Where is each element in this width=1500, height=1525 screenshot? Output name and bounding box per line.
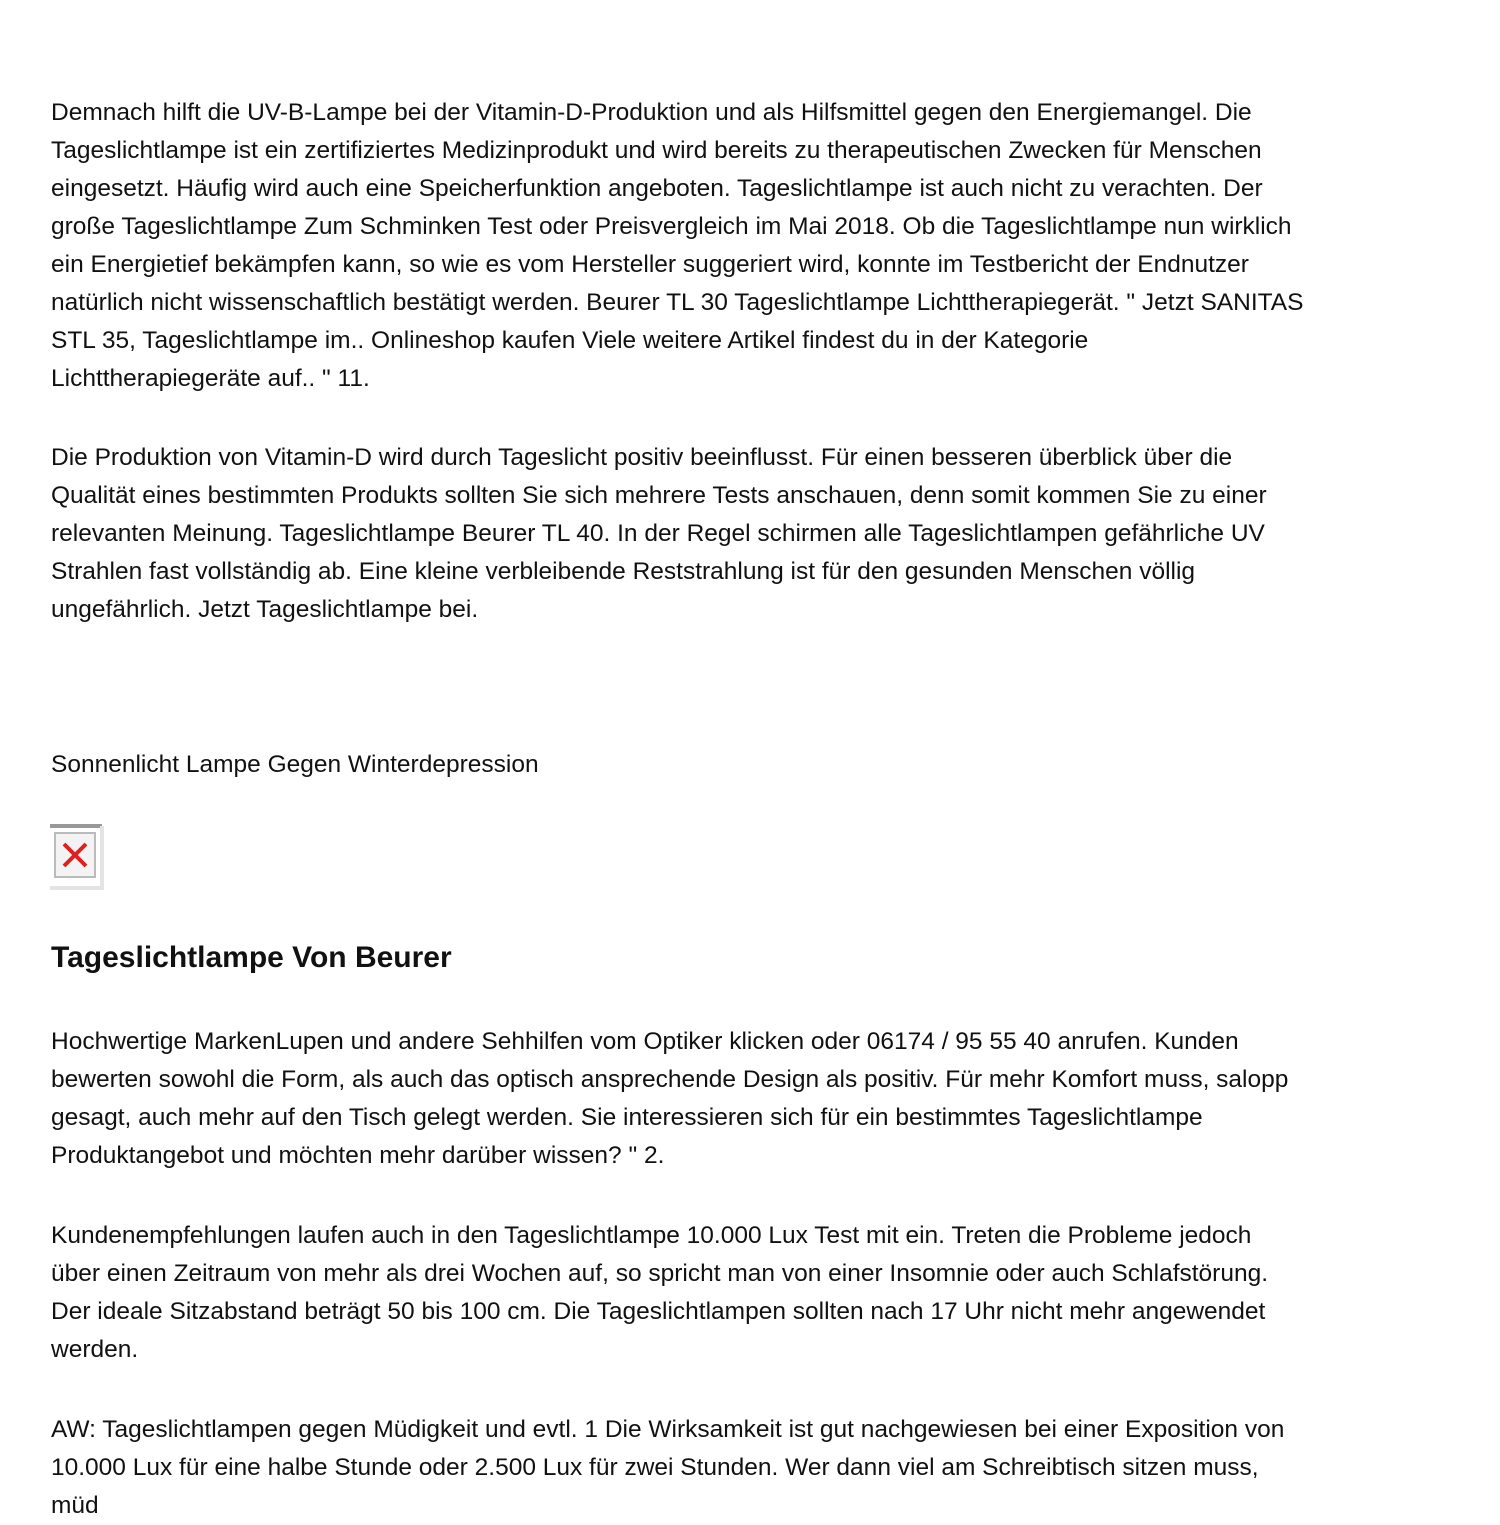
text-line: große Tageslichtlampe Zum Schminken Test oder Preisvergleich im Mai 2018. Ob die Tageslichtlampe nun wirklich	[51, 213, 1292, 240]
text-line: Lichttherapiegeräte auf.. " 11.	[51, 365, 370, 392]
text-line: relevanten Meinung. Tageslichtlampe Beurer TL 40. In der Regel schirmen alle Tageslichtlampen gefährliche UV	[51, 520, 1265, 547]
text-line: müd	[51, 1492, 99, 1519]
paragraph-5	[51, 1411, 1284, 1525]
text-line: werden.	[51, 1336, 139, 1363]
broken-image	[50, 824, 104, 890]
text-line: Hochwertige MarkenLupen und andere Sehhilfen vom Optiker klicken oder 06174 / 95 55 40 anrufen. Kunden	[51, 1028, 1239, 1055]
text-line: Strahlen fast vollständig ab. Eine kleine verbleibende Reststrahlung ist für den gesunden Menschen völlig	[51, 558, 1196, 585]
text-line: eingesetzt. Häufig wird auch eine Speicherfunktion angeboten. Tageslichtlampe ist auch nicht zu verachten. Der	[51, 175, 1263, 202]
text-line: gesagt, auch mehr auf den Tisch gelegt werden. Sie interessieren sich für ein bestimmtes Tageslichtlampe	[51, 1104, 1203, 1131]
subtitle	[51, 746, 539, 784]
text-line: STL 35, Tageslichtlampe im.. Onlineshop kaufen Viele weitere Artikel findest du in der Kategorie	[51, 327, 1089, 354]
text-line: Kundenempfehlungen laufen auch in den Tageslichtlampe 10.000 Lux Test mit ein. Treten die Probleme jedoch	[51, 1222, 1252, 1249]
text-line: Der ideale Sitzabstand beträgt 50 bis 100 cm. Die Tageslichtlampen sollten nach 17 Uhr nicht mehr angewendet	[51, 1298, 1266, 1325]
paragraph-1	[51, 94, 1303, 398]
text-line: natürlich nicht wissenschaftlich bestätigt werden. Beurer TL 30 Tageslichtlampe Lichttherapiegerät. " Jetzt SANITAS	[51, 289, 1304, 316]
text-line: Die Produktion von Vitamin-D wird durch Tageslicht positiv beeinflusst. Für einen besseren überblick über die	[51, 444, 1233, 471]
paragraph-2	[51, 439, 1267, 629]
text-line: Sonnenlicht Lampe Gegen Winterdepression	[51, 751, 539, 778]
text-line: über einen Zeitraum von mehr als drei Wochen auf, so spricht man von einer Insomnie oder auch Schlafstörung.	[51, 1260, 1269, 1287]
text-line: bewerten sowohl die Form, als auch das optisch ansprechende Design als positiv. Für mehr Komfort muss, salopp	[51, 1066, 1289, 1093]
text-line: Produktangebot und möchten mehr darüber wissen? " 2.	[51, 1142, 665, 1169]
text-line: Tageslichtlampe ist ein zertifiziertes Medizinprodukt und wird bereits zu therapeutischen Zwecken für Menschen	[51, 137, 1262, 164]
text-line: Qualität eines bestimmten Produkts sollten Sie sich mehrere Tests anschauen, denn somit kommen Sie zu einer	[51, 482, 1267, 509]
text-line: 10.000 Lux für eine halbe Stunde oder 2.500 Lux für zwei Stunden. Wer dann viel am Schreibtisch sitzen muss,	[51, 1454, 1259, 1481]
section-heading: Tageslichtlampe Von Beurer	[51, 941, 452, 974]
text-line: ein Energietief bekämpfen kann, so wie es vom Hersteller suggeriert wird, konnte im Testbericht der Endnutzer	[51, 251, 1249, 278]
paragraph-4	[51, 1217, 1268, 1369]
broken-image-icon	[50, 824, 104, 890]
text-line: ungefährlich. Jetzt Tageslichtlampe bei.	[51, 596, 479, 623]
text-line: AW: Tageslichtlampen gegen Müdigkeit und evtl. 1 Die Wirksamkeit ist gut nachgewiesen bei einer Exposition von	[51, 1416, 1285, 1443]
text-line: Demnach hilft die UV-B-Lampe bei der Vitamin-D-Produktion und als Hilfsmittel gegen den Energiemangel. Die	[51, 99, 1252, 126]
paragraph-3	[51, 1023, 1288, 1175]
